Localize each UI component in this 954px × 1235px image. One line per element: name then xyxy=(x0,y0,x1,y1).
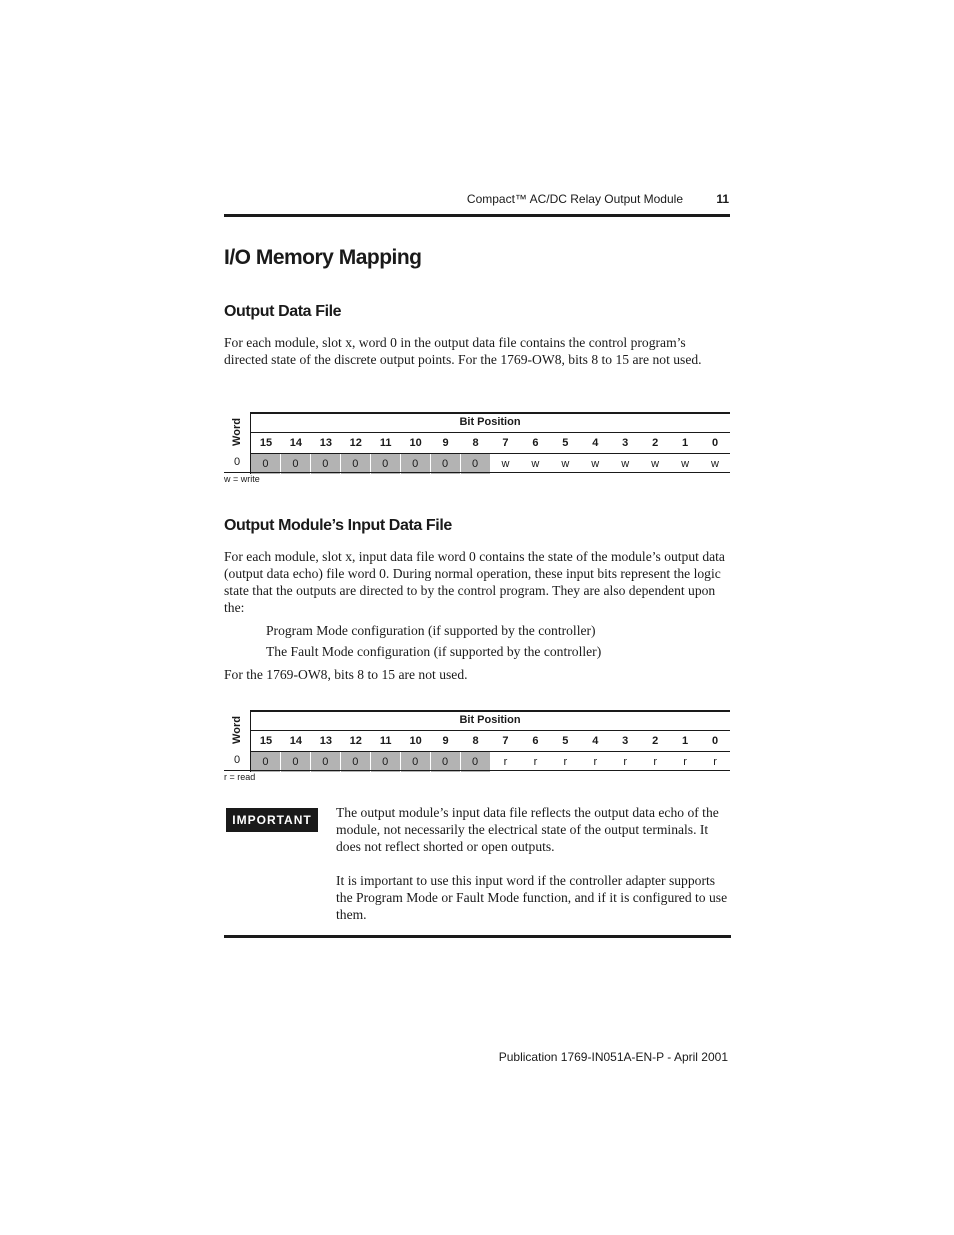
bit-value-cell: 0 xyxy=(341,752,371,772)
running-head xyxy=(224,192,729,210)
bit-header-cell: 9 xyxy=(431,432,461,454)
word-value-cell: 0 xyxy=(233,754,241,766)
bit-header-cell: 10 xyxy=(401,730,431,752)
publication-footer: Publication 1769-IN051A-EN-P - April 2001 xyxy=(498,1050,728,1064)
list-item: The Fault Mode configuration (if supported by the controller) xyxy=(266,644,602,659)
bit-header-cell: 3 xyxy=(610,730,640,752)
word-column-header: Word xyxy=(231,716,243,744)
bit-header-cell: 14 xyxy=(281,730,311,752)
bit-value-cell: w xyxy=(561,458,570,470)
bit-header-cell: 8 xyxy=(461,432,491,454)
input-data-file-heading: Output Module’s Input Data File xyxy=(224,517,452,534)
important-paragraph: It is important to use this input word if the controller adapter supports the Program Mode or Fault Mode function, and if it is configured to use them. xyxy=(336,873,728,922)
bit-value-cell: 0 xyxy=(281,454,311,474)
bit-header-cell: 11 xyxy=(371,432,401,454)
bit-value-cell: 0 xyxy=(401,454,431,474)
bit-value-cell: r xyxy=(503,756,508,768)
table-bottom-rule xyxy=(224,770,730,771)
bit-value-cell: 0 xyxy=(371,454,401,474)
section-title: I/O Memory Mapping xyxy=(224,246,422,269)
bit-value-cell: 0 xyxy=(401,752,431,772)
bit-header-cell: 6 xyxy=(520,730,550,752)
output-data-file-paragraph: For each module, slot x, word 0 in the output data file contains the control program’s directed state of the discrete output points. For the 1769-OW8, bits 8 to 15 are not used. xyxy=(224,335,702,367)
bit-header-cell: 14 xyxy=(281,432,311,454)
important-paragraph: The output module’s input data file reflects the output data echo of the module, not necessarily the electrical state of the output terminals. It does not reflect shorted or open outputs. xyxy=(336,805,719,854)
important-bottom-rule xyxy=(224,935,731,938)
bit-value-cell: r xyxy=(593,756,598,768)
bit-value-cell: w xyxy=(651,458,660,470)
bit-header-cell: 15 xyxy=(251,730,281,752)
bit-header-cell: 6 xyxy=(520,432,550,454)
bit-value-cell: 0 xyxy=(461,454,491,474)
bit-header-cell: 7 xyxy=(491,730,521,752)
bit-header-cell: 12 xyxy=(341,432,371,454)
bit-header-cell: 1 xyxy=(670,730,700,752)
important-badge: IMPORTANT xyxy=(226,808,318,832)
table-legend: w = write xyxy=(224,474,260,484)
bit-header-cell: 3 xyxy=(610,432,640,454)
bit-header-cell: 7 xyxy=(491,432,521,454)
bit-value-cell: r xyxy=(713,756,717,768)
bit-header-cell: 9 xyxy=(431,730,461,752)
word-column-header: Word xyxy=(231,418,243,446)
bit-grid xyxy=(251,432,730,474)
word-value-cell: 0 xyxy=(233,456,241,468)
bit-position-header: Bit Position xyxy=(250,412,730,432)
bit-header-cell: 12 xyxy=(341,730,371,752)
bit-header-cell: 0 xyxy=(700,730,730,752)
bit-value-cell: w xyxy=(501,458,510,470)
bit-header-cell: 11 xyxy=(371,730,401,752)
input-data-file-paragraph: For each module, slot x, input data file word 0 contains the state of the module’s output data (output data echo) file word 0. During normal operation, these input bits represent the logic state that the outputs are directed to by the control program. They are also dependent upon the: xyxy=(224,549,725,615)
bit-value-cell: r xyxy=(563,756,568,768)
bit-header-cell: 0 xyxy=(700,432,730,454)
output-data-bit-table xyxy=(224,412,730,484)
bit-value-cell: w xyxy=(621,458,630,470)
table-bottom-rule xyxy=(224,472,730,473)
page-number: 11 xyxy=(716,192,729,206)
bit-value-cell: 0 xyxy=(251,752,281,772)
bit-header-cell: 5 xyxy=(550,730,580,752)
bit-value-cell: 0 xyxy=(311,752,341,772)
bit-value-cell: 0 xyxy=(251,454,281,474)
list-item: Program Mode configuration (if supported by the controller) xyxy=(266,623,596,638)
bit-header-cell: 15 xyxy=(251,432,281,454)
bit-header-cell: 4 xyxy=(580,432,610,454)
bit-header-cell: 8 xyxy=(461,730,491,752)
bit-header-cell: 2 xyxy=(640,432,670,454)
bit-value-cell: 0 xyxy=(371,752,401,772)
bit-value-cell: w xyxy=(591,458,600,470)
bit-header-cell: 13 xyxy=(311,432,341,454)
header-rule xyxy=(224,214,730,217)
bit-value-cell: r xyxy=(683,756,687,768)
bit-value-cell: w xyxy=(681,458,690,470)
bit-value-cell: 0 xyxy=(281,752,311,772)
bit-value-cell: r xyxy=(533,756,538,768)
bit-grid xyxy=(251,730,730,772)
bit-value-cell: 0 xyxy=(311,454,341,474)
table-legend: r = read xyxy=(224,772,256,782)
bit-value-cell: r xyxy=(653,756,657,768)
bit-value-cell: w xyxy=(711,458,719,470)
input-data-file-note: For the 1769-OW8, bits 8 to 15 are not used. xyxy=(224,667,468,682)
bit-header-cell: 4 xyxy=(580,730,610,752)
bit-value-cell: r xyxy=(623,756,628,768)
running-head-title: Compact™ AC/DC Relay Output Module xyxy=(466,192,683,206)
bit-header-cell: 1 xyxy=(670,432,700,454)
bit-header-cell: 10 xyxy=(401,432,431,454)
bit-header-cell: 13 xyxy=(311,730,341,752)
bit-header-cell: 5 xyxy=(550,432,580,454)
bit-value-cell: 0 xyxy=(341,454,371,474)
bit-header-cell: 2 xyxy=(640,730,670,752)
bit-value-cell: 0 xyxy=(431,752,461,772)
bit-value-cell: 0 xyxy=(431,454,461,474)
bit-value-cell: w xyxy=(531,458,540,470)
bit-value-cell: 0 xyxy=(461,752,491,772)
input-data-bit-table xyxy=(224,710,730,782)
bit-position-header: Bit Position xyxy=(250,710,730,730)
output-data-file-heading: Output Data File xyxy=(224,303,342,320)
